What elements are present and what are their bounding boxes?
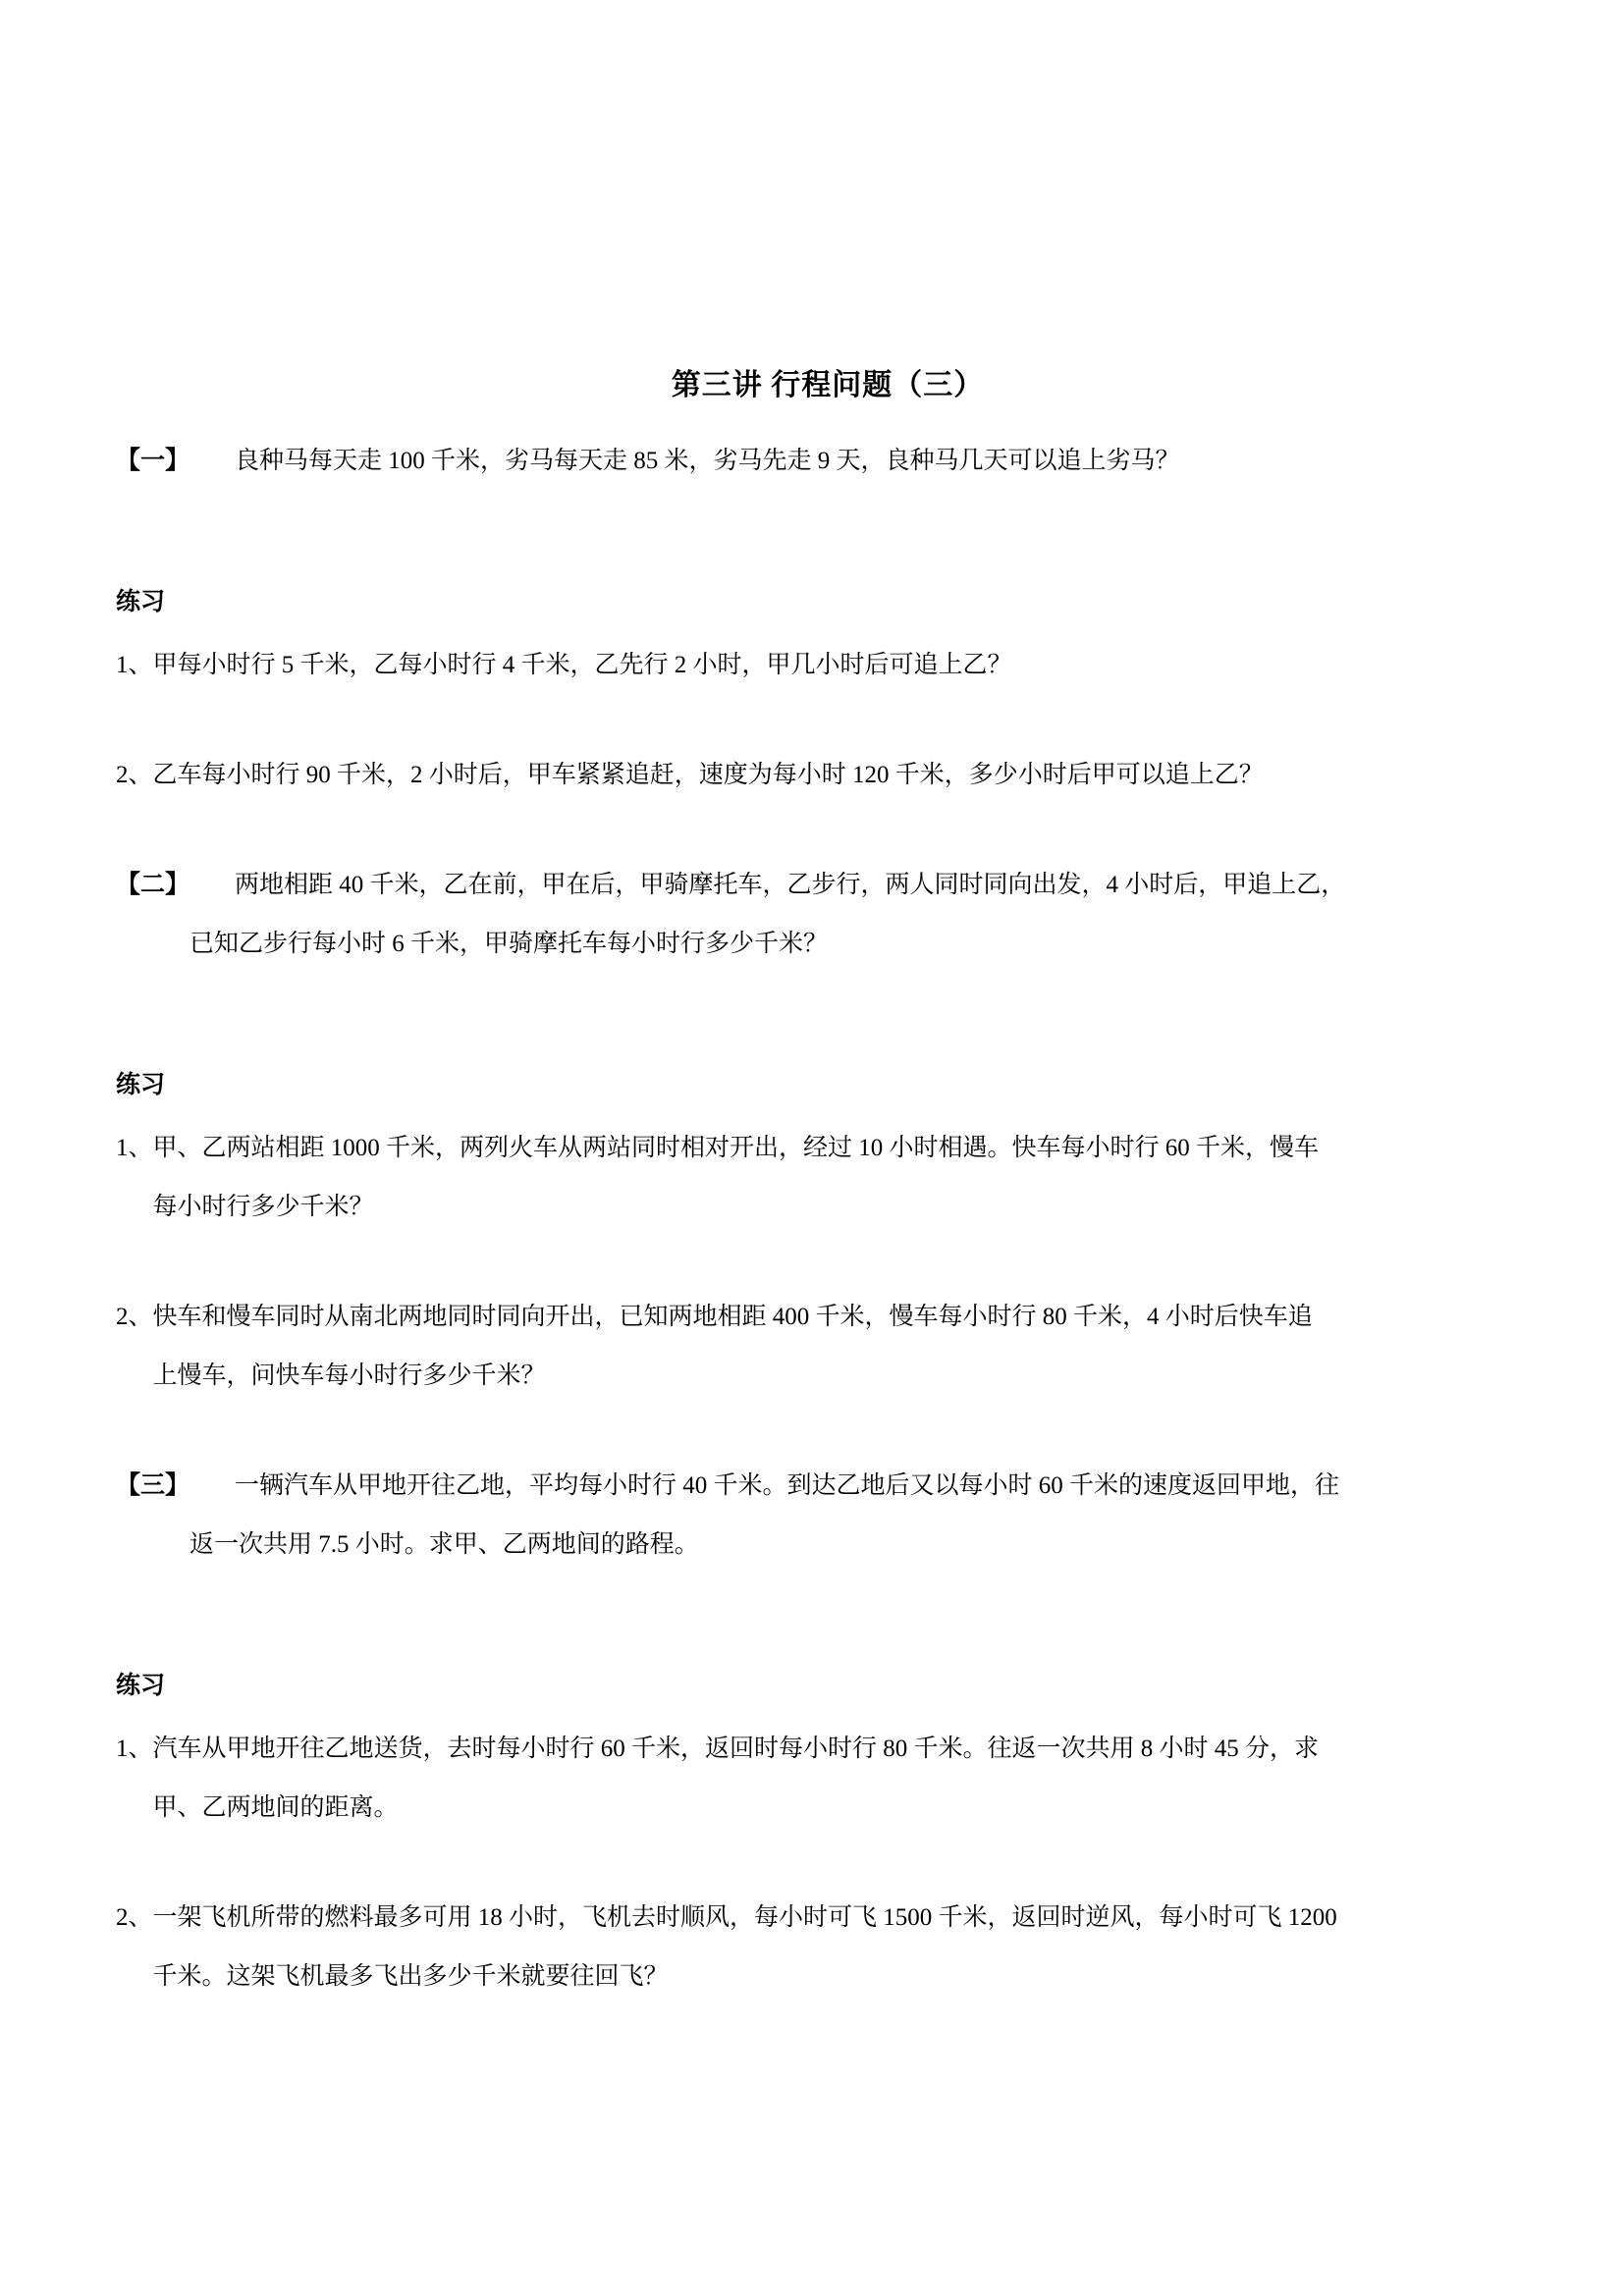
problem-one <box>116 432 1540 491</box>
spacer <box>116 1243 1540 1288</box>
practice-three-item-2-line-1: 一架飞机所带的燃料最多可用 18 小时，飞机去时顺风，每小时可飞 1500 千米，返回时逆风，每小时可飞 1200 <box>152 1904 1337 1931</box>
practice-one-item-1-line-1: 甲每小时行 5 千米，乙每小时行 4 千米，乙先行 2 小时，甲几小时后可追上乙？ <box>152 652 1012 678</box>
spacer <box>116 701 1540 746</box>
practice-one-item-1-text <box>153 636 1540 695</box>
practice-one-item-2-line-1: 乙车每小时行 90 千米，2 小时后，甲车紧紧追赶，速度为每小时 120 千米，多少小时后甲可以追上乙？ <box>152 762 1264 788</box>
practice-heading-three: 练习 <box>116 1673 166 1699</box>
practice-one-item-1-number: 1、 <box>116 652 153 678</box>
spacer <box>116 1578 1540 1624</box>
practice-two-item-1-number: 1、 <box>116 1135 153 1161</box>
practice-one-item-2-text <box>153 746 1540 805</box>
problem-three-line-2: 返一次共用 7.5 小时。求甲、乙两地间的路程。 <box>189 1531 699 1558</box>
practice-two-item-1-text <box>153 1119 1540 1237</box>
problem-two-text <box>189 856 1540 974</box>
practice-item <box>116 1889 1540 2006</box>
spacer <box>116 1412 1540 1457</box>
practice-three-item-2-number: 2、 <box>116 1904 153 1931</box>
practice-item <box>116 1119 1540 1237</box>
practice-two-item-2-line-1: 快车和慢车同时从南北两地同时同向开出，已知两地相距 400 千米，慢车每小时行 80 千米，4 小时后快车追 <box>152 1304 1313 1330</box>
practice-two-item-1-line-2: 每小时行多少千米？ <box>152 1194 374 1220</box>
practice-heading-two: 练习 <box>116 1072 166 1098</box>
practice-three-item-2-line-2: 千米。这架飞机最多飞出多少千米就要往回飞？ <box>152 1963 669 1990</box>
spacer <box>116 978 1540 1023</box>
practice-two-item-2-number: 2、 <box>116 1304 153 1330</box>
practice-three-item-1-number: 1、 <box>116 1735 153 1762</box>
practice-item <box>116 746 1540 805</box>
problem-marker-three: 【三】 <box>116 1472 190 1499</box>
practice-two-item-2-line-2: 上慢车，问快车每小时行多少千米？ <box>152 1362 546 1389</box>
problem-three <box>116 1457 1540 1575</box>
problem-two-line-2: 已知乙步行每小时 6 千米，甲骑摩托车每小时行多少千米？ <box>189 931 829 957</box>
document-content <box>116 365 1540 2012</box>
practice-three-item-1-text <box>153 1720 1540 1838</box>
practice-item <box>116 1720 1540 1838</box>
spacer <box>116 811 1540 856</box>
practice-one-item-2-number: 2、 <box>116 762 153 788</box>
problem-two-line-1: 两地相距 40 千米，乙在前，甲在后，甲骑摩托车，乙步行，两人同时同向出发，4 小时后，甲追上乙， <box>235 872 1346 898</box>
problem-one-line-1: 良种马每天走 100 千米，劣马每天走 85 米，劣马先走 9 天，良种马几天可以追上劣马？ <box>235 448 1180 474</box>
practice-heading-one: 练习 <box>116 589 166 615</box>
problem-marker-one: 【一】 <box>116 448 190 474</box>
practice-two-item-1-line-1: 甲、乙两站相距 1000 千米，两列火车从两站同时相对开出，经过 10 小时相遇。快车每小时行 60 千米，慢车 <box>152 1135 1320 1161</box>
page-title: 第三讲 行程问题（三） <box>671 369 985 401</box>
problem-one-text <box>189 432 1540 491</box>
practice-item <box>116 636 1540 695</box>
spacer <box>116 1843 1540 1889</box>
practice-three-item-1-line-2: 甲、乙两地间的距离。 <box>152 1794 399 1821</box>
practice-three-item-2-text <box>153 1889 1540 2006</box>
practice-item <box>116 1288 1540 1406</box>
problem-three-line-1: 一辆汽车从甲地开往乙地，平均每小时行 40 千米。到达乙地后又以每小时 60 千米的速度返回甲地，往 <box>235 1472 1340 1499</box>
problem-three-text <box>189 1457 1540 1575</box>
spacer <box>116 495 1540 540</box>
problem-marker-two: 【二】 <box>116 872 190 898</box>
practice-two-item-2-text <box>153 1288 1540 1406</box>
practice-three-item-1-line-1: 汽车从甲地开往乙地送货，去时每小时行 60 千米，返回时每小时行 80 千米。往返一次共用 8 小时 45 分，求 <box>152 1735 1320 1762</box>
problem-two <box>116 856 1540 974</box>
